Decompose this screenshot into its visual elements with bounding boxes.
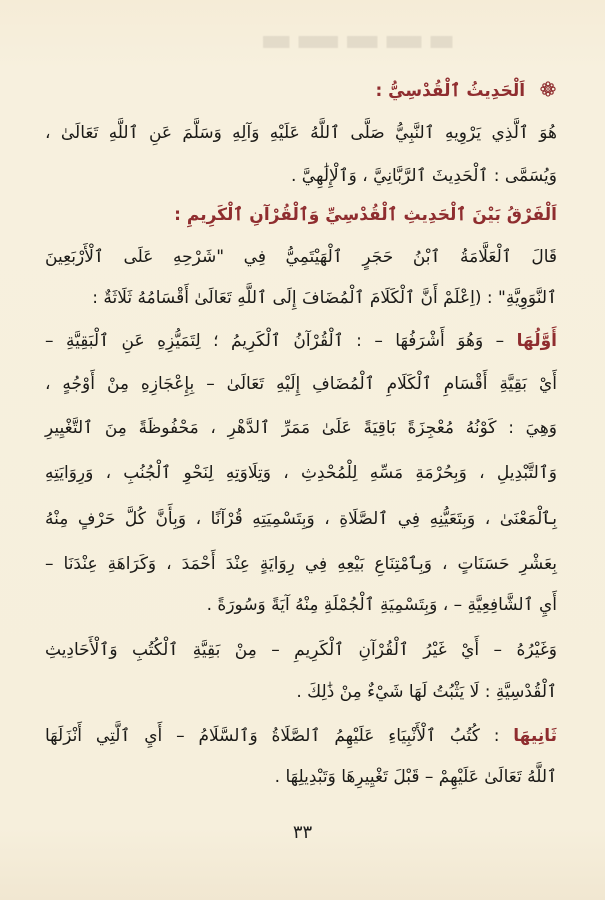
flower-ornament-icon	[539, 80, 557, 98]
paragraph-line: وَغَيْرُهُ – أَيْ غَيْرُ ٱلْقُرْآنِ ٱلْكَرِيمِ – مِنْ بَقِيَّةِ ٱلْكُتُبِ وَٱلْأَحَادِيثِ	[45, 640, 557, 660]
paragraph-line: ٱلنَّوَوِيَّةِ" : (اِعْلَمْ أَنَّ ٱلْكَلَامَ ٱلْمُضَافَ إِلَى ٱللَّهِ تَعَالَىٰ أَقْسَامُهُ ثَلَاثَةٌ :	[92, 288, 557, 308]
paragraph-line: قَالَ ٱلْعَلَّامَةُ ٱبْنُ حَجَرٍ ٱلْهَيْتَمِيُّ فِي "شَرْحِهِ عَلَى ٱلْأَرْبَعِينَ	[45, 247, 557, 267]
section-heading-hadith-qudsi	[375, 80, 557, 102]
second-section-text: : كُتُبُ ٱلْأَنْبِيَاءِ عَلَيْهِمُ ٱلصَّلَاةُ وَٱلسَّلَامُ – أَيِ ٱلَّتِي أَنْزَلَهَا	[45, 726, 514, 746]
paragraph-line: بِعَشْرِ حَسَنَاتٍ ، وَبِٱمْتِنَاعِ بَيْعِهِ فِي رِوَايَةٍ عِنْدَ أَحْمَدَ ، وَكَرَاهَةِ عِنْدَنَا –	[45, 554, 557, 574]
second-section-line	[45, 727, 557, 747]
paragraph-line: أَيْ بَقِيَّةِ أَقْسَامِ ٱلْكَلَامِ ٱلْمُضَافِ إِلَيْهِ تَعَالَىٰ – بِإِعْجَازِهِ مِنْ أَوْجُهٍ ،	[45, 374, 557, 394]
first-section-line	[45, 332, 557, 352]
paragraph-line: هُوَ ٱلَّذِي يَرْوِيهِ ٱلنَّبِيُّ صَلَّى ٱللَّهُ عَلَيْهِ وَآلِهِ وَسَلَّمَ عَنِ ٱللَّهِ تَعَالَىٰ ،	[45, 123, 557, 143]
paragraph-line: ٱللَّهُ تَعَالَىٰ عَلَيْهِمْ – قَبْلَ تَغْيِيرِهَا وَتَبْدِيلِهَا .	[274, 767, 557, 787]
first-section-marker: أَوَّلُهَا	[516, 331, 557, 351]
paragraph-line: وَيُسَمَّى : ٱلْحَدِيثَ ٱلرَّبَّانِيَّ ، وَٱلْإِلَٰهِيَّ .	[291, 166, 557, 186]
section-heading-text: اَلْحَدِيثُ ٱلْقُدْسِيُّ :	[375, 81, 526, 101]
section-heading-difference: اَلْفَرْقُ بَيْنَ ٱلْحَدِيثِ ٱلْقُدْسِيِّ وَٱلْقُرْآنِ ٱلْكَرِيمِ :	[174, 205, 557, 225]
paragraph-line: وَهِيَ : كَوْنُهُ مُعْجِزَةً بَاقِيَةً عَلَىٰ مَمَرِّ ٱلدَّهْرِ ، مَحْفُوظَةً مِنَ ٱلتَّغْيِيرِ	[45, 418, 557, 438]
second-section-marker: ثَانِيهَا	[513, 726, 557, 746]
paragraph-line: أَيِ ٱلشَّافِعِيَّةِ – ، وَبِتَسْمِيَةِ ٱلْجُمْلَةِ مِنْهُ آيَةً وَسُورَةً .	[206, 595, 557, 615]
first-section-text: – وَهُوَ أَشْرَفُهَا – : ٱلْقُرْآنُ ٱلْكَرِيمُ ؛ لِتَمَيُّزِهِ عَنِ ٱلْبَقِيَّةِ –	[45, 331, 517, 351]
page-number: ٣٣	[292, 822, 313, 843]
paragraph-line: وَٱلتَّبْدِيلِ ، وَبِحُرْمَةِ مَسِّهِ لِلْمُحْدِثِ ، وَتِلَاوَتِهِ لِنَحْوِ ٱلْجُنُبِ ، وَرِوَايَتِهِ	[45, 463, 557, 483]
paragraph-line: ٱلْقُدْسِيَّةِ : لَا يَثْبُتُ لَهَا شَيْءٌ مِنْ ذَٰلِكَ .	[296, 682, 557, 702]
paragraph-line: بِٱلْمَعْنَىٰ ، وَبِتَعَيُّنِهِ فِي ٱلصَّلَاةِ ، وَبِتَسْمِيَتِهِ قُرْآنًا ، وَبِأَنَّ كُلَّ حَرْفٍ مِنْهُ	[45, 509, 557, 529]
bleed-through-text-decoration	[250, 36, 470, 48]
